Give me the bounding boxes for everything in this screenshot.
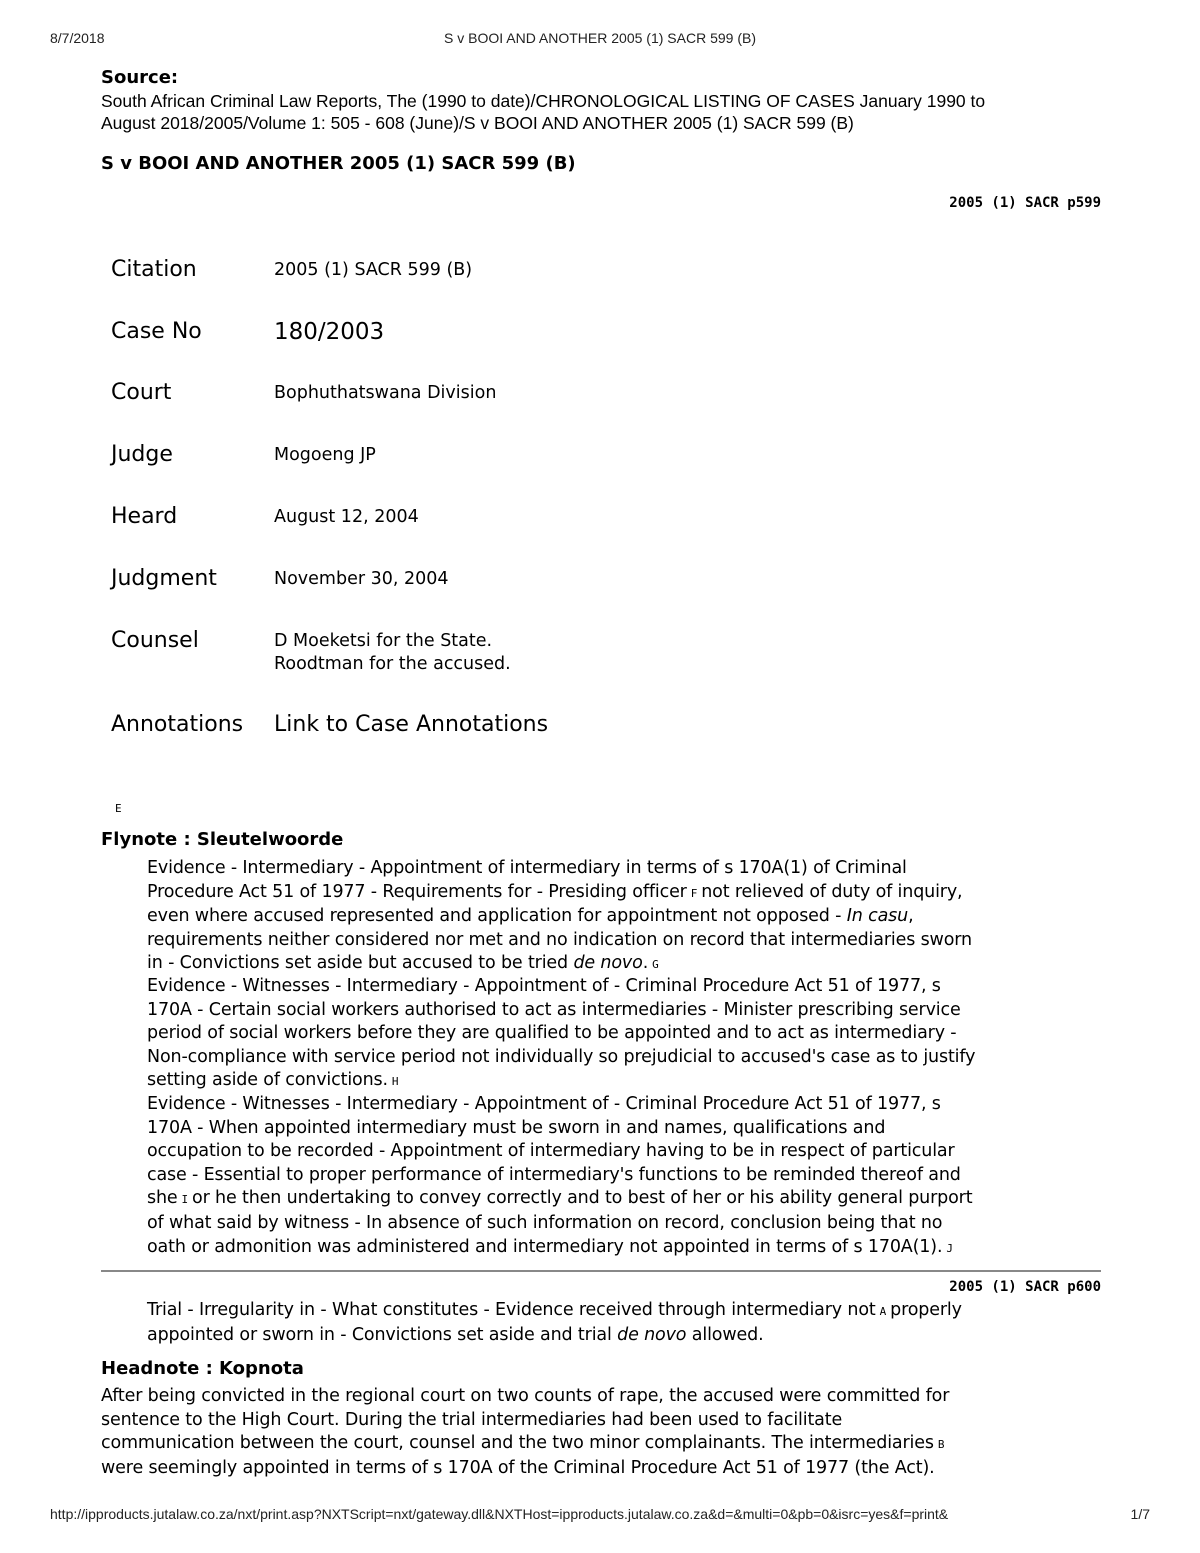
page-reference: 2005 (1) SACR p599 <box>949 195 1101 211</box>
text-run: oath or admonition was administered and intermediary not appointed in terms of s 170A(1). <box>147 1236 943 1257</box>
margin-letter: B <box>937 1438 945 1452</box>
text-line: After being convicted in the regional court on two counts of rape, the accused were committed for <box>101 1386 950 1406</box>
meta-key: Judgment <box>111 566 217 591</box>
text-line: occupation to be recorded - Appointment of intermediary having to be in respect of particular <box>147 1141 955 1162</box>
text-line <box>147 1069 1107 1094</box>
text-line: Evidence - Witnesses - Intermediary - Appointment of - Criminal Procedure Act 51 of 1977, s <box>147 976 941 996</box>
meta-value: Mogoeng JP <box>274 445 376 465</box>
flynote-paragraph <box>147 857 1107 977</box>
text-line: 170A - When appointed intermediary must be sworn in and names, qualifications and <box>147 1117 886 1138</box>
text-run: properly <box>890 1300 962 1320</box>
italic-run: de novo <box>573 953 643 974</box>
text-run: even where accused represented and application for appointment not opposed - <box>147 906 842 927</box>
meta-key: Case No <box>111 319 202 344</box>
text-line <box>147 1187 1107 1212</box>
margin-letter: F <box>690 886 698 900</box>
text-line <box>101 1432 1101 1457</box>
headnote-paragraph <box>101 1385 1101 1480</box>
text-run: allowed. <box>691 1324 764 1345</box>
text-run: setting aside of convictions. <box>147 1070 388 1091</box>
meta-value: 180/2003 <box>274 319 385 345</box>
margin-letter: G <box>652 958 659 972</box>
italic-run: In casu <box>846 906 909 927</box>
margin-letter: H <box>391 1075 399 1089</box>
margin-letter: I <box>181 1193 189 1207</box>
text-run: she <box>147 1188 178 1209</box>
meta-key: Citation <box>111 257 197 282</box>
margin-letter: E <box>115 802 122 815</box>
text-line <box>147 881 1107 906</box>
headnote-heading: Headnote : Kopnota <box>101 1358 304 1379</box>
meta-key: Counsel <box>111 628 199 653</box>
source-line: South African Criminal Law Reports, The (1990 to date)/CHRONOLOGICAL LISTING OF CASES January 1990 to <box>101 91 986 111</box>
text-run: in - Convictions set aside but accused to be tried <box>147 953 569 974</box>
flynote-paragraph <box>147 1299 1107 1347</box>
text-run: . <box>642 953 649 974</box>
text-line: requirements neither considered nor met and no indication on record that intermediaries sworn <box>147 929 972 950</box>
meta-key: Court <box>111 380 172 405</box>
text-line <box>147 1324 1107 1348</box>
case-title: S v BOOI AND ANOTHER 2005 (1) SACR 599 (B) <box>101 153 576 174</box>
page-number: 1/7 <box>1130 1506 1150 1522</box>
margin-letter: J <box>946 1241 953 1255</box>
flynote-heading: Flynote : Sleutelwoorde <box>101 829 344 850</box>
text-run: appointed or sworn in - Convictions set aside and trial <box>147 1324 612 1345</box>
text-line <box>147 1299 1107 1324</box>
text-line: were seemingly appointed in terms of s 170A of the Criminal Procedure Act 51 of 1977 (the Act). <box>101 1457 935 1478</box>
counsel-line: D Moeketsi for the State. <box>274 631 493 651</box>
margin-letter: A <box>879 1305 887 1318</box>
text-line: of what said by witness - In absence of such information on record, conclusion being that no <box>147 1212 943 1233</box>
text-line: 170A - Certain social workers authorised to act as intermediaries - Minister prescribing service <box>147 999 961 1020</box>
meta-value: November 30, 2004 <box>274 569 449 589</box>
text-line <box>147 952 1107 977</box>
flynote-paragraph <box>147 1093 1107 1260</box>
page-reference: 2005 (1) SACR p600 <box>949 1279 1101 1295</box>
text-line: Evidence - Intermediary - Appointment of intermediary in terms of s 170A(1) of Criminal <box>147 858 907 878</box>
text-line <box>147 1236 1107 1261</box>
flynote-paragraph <box>147 975 1107 1094</box>
text-run: not relieved of duty of inquiry, <box>701 881 963 902</box>
text-run: Trial - Irregularity in - What constitutes - Evidence received through intermediary not <box>147 1300 876 1320</box>
text-line: sentence to the High Court. During the trial intermediaries had been used to facilitate <box>101 1409 843 1430</box>
case-annotations-link[interactable]: Link to Case Annotations <box>274 712 549 737</box>
source-text <box>101 90 1101 134</box>
source-line: August 2018/2005/Volume 1: 505 - 608 (June)/S v BOOI AND ANOTHER 2005 (1) SACR 599 (B) <box>101 113 854 133</box>
text-run: communication between the court, counsel and the two minor complainants. The intermediaries <box>101 1433 934 1454</box>
text-line: period of social workers before they are qualified to be appointed and to act as intermediary - <box>147 1023 957 1044</box>
italic-run: de novo <box>617 1324 687 1345</box>
source-label: Source: <box>101 67 179 88</box>
source-block <box>101 66 1101 134</box>
text-line <box>147 905 1107 929</box>
page-url: http://ipproducts.jutalaw.co.za/nxt/print.asp?NXTScript=nxt/gateway.dll&NXTHost=ipproducts.jutalaw.co.za&d=&multi=0&pb=0&isrc=yes&f=print& <box>50 1506 949 1522</box>
meta-key: Heard <box>111 504 178 529</box>
page-divider <box>101 1270 1101 1272</box>
print-title: S v BOOI AND ANOTHER 2005 (1) SACR 599 (B) <box>444 30 756 46</box>
text-line: Non-compliance with service period not individually so prejudicial to accused's case as to justify <box>147 1046 976 1067</box>
meta-key: Annotations <box>111 712 244 737</box>
text-run: , <box>908 906 914 927</box>
meta-value: August 12, 2004 <box>274 507 419 527</box>
meta-value: Bophuthatswana Division <box>274 383 497 403</box>
text-run: Procedure Act 51 of 1977 - Requirements for - Presiding officer <box>147 881 687 902</box>
meta-key: Judge <box>111 442 173 467</box>
text-line: case - Essential to proper performance of intermediary's functions to be reminded thereof and <box>147 1164 961 1185</box>
meta-value: 2005 (1) SACR 599 (B) <box>274 260 473 280</box>
text-run: or he then undertaking to convey correctly and to best of her or his ability general purport <box>192 1188 973 1209</box>
text-line: Evidence - Witnesses - Intermediary - Appointment of - Criminal Procedure Act 51 of 1977, s <box>147 1094 941 1114</box>
print-date: 8/7/2018 <box>50 30 105 46</box>
meta-value <box>274 630 511 676</box>
counsel-line: Roodtman for the accused. <box>274 654 511 674</box>
